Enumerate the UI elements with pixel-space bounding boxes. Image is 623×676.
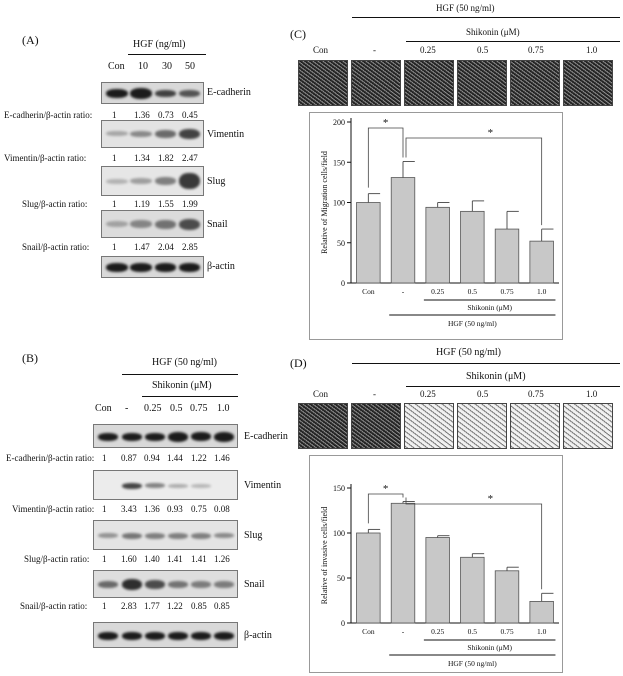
ratio-value: 1: [112, 110, 117, 120]
western-blot-e-cadherin: [93, 424, 238, 448]
protein-label: Slug: [244, 530, 263, 541]
panel-a-treatment-line: [128, 54, 206, 55]
bar: [495, 229, 519, 283]
panel-b-letter: (B): [22, 351, 38, 365]
panel-b-shikonin-line: [142, 396, 238, 397]
ratio-value: 0.73: [158, 110, 174, 120]
panel-d-shikonin-line: [406, 386, 620, 387]
bar: [495, 571, 519, 623]
micrograph-invasion: [563, 403, 613, 449]
x-tick-label: 1.0: [536, 287, 547, 296]
panel-d-letter: (D): [290, 356, 307, 370]
bar: [391, 503, 415, 623]
lane-label: -: [125, 403, 129, 414]
lane-label: 0.5: [170, 403, 183, 414]
y-tick-label: 0: [341, 279, 345, 288]
protein-label: β-actin: [244, 630, 272, 641]
ratio-label: Snail/β-actin ratio:: [22, 242, 90, 252]
ratio-value: 1.60: [121, 554, 137, 564]
panel-c-treatment: HGF (50 ng/ml): [436, 3, 495, 13]
ratio-value: 1.55: [158, 199, 174, 209]
lane-label: 0.5: [477, 389, 489, 399]
bar: [426, 207, 450, 283]
panel-a-treatment: HGF (ng/ml): [133, 39, 186, 50]
panel-b-shikonin: Shikonin (μM): [152, 380, 212, 391]
micrograph-invasion: [457, 403, 507, 449]
micrograph-migration: [457, 60, 507, 106]
western-blot-snail: [101, 210, 204, 238]
ratio-value: 0.85: [191, 601, 207, 611]
lane-label: 1.0: [217, 403, 230, 414]
ratio-value: 0.87: [121, 453, 137, 463]
protein-label: Vimentin: [244, 480, 282, 491]
y-tick-label: 50: [337, 238, 345, 248]
ratio-value: 1.41: [167, 554, 183, 564]
lane-label: -: [373, 45, 376, 55]
lane-label: -: [373, 389, 376, 399]
ratio-value: 1.99: [182, 199, 198, 209]
x-tick-label: 0.25: [431, 287, 445, 296]
lane-label: 0.25: [144, 403, 162, 414]
y-tick-label: 100: [333, 198, 345, 208]
bar: [461, 557, 485, 623]
y-tick-label: 200: [333, 118, 345, 127]
hgf-group-label: HGF (50 ng/ml): [447, 659, 497, 668]
ratio-value: 0.45: [182, 110, 198, 120]
bar: [391, 178, 415, 283]
lane-label: 0.25: [420, 45, 436, 55]
x-tick-label: Con: [362, 627, 375, 636]
ratio-value: 1.36: [144, 504, 160, 514]
panel-a-letter: (A): [22, 33, 39, 47]
protein-label: Snail: [207, 219, 228, 230]
lane-label: 1.0: [586, 45, 598, 55]
ratio-value: 2.83: [121, 601, 137, 611]
ratio-value: 1.41: [191, 554, 207, 564]
panel-c-shikonin-line: [406, 41, 620, 42]
lane-label: 0.75: [528, 45, 544, 55]
panel-b-treatment-line: [122, 374, 238, 375]
protein-label: E-cadherin: [207, 87, 251, 98]
ratio-value: 2.04: [158, 242, 174, 252]
ratio-value: 0.75: [191, 504, 207, 514]
lane-label: Con: [313, 45, 329, 55]
lane-label: 1.0: [586, 389, 598, 399]
bar: [426, 538, 450, 624]
ratio-label: E-cadherin/β-actin ratio:: [6, 453, 95, 463]
migration-bar-chart: [309, 112, 563, 340]
y-tick-label: 150: [333, 484, 345, 493]
lane-label: Con: [95, 403, 112, 414]
x-tick-label: 0.75: [500, 627, 514, 636]
ratio-value: 1.26: [214, 554, 230, 564]
shikonin-group-label: Shikonin (μM): [467, 643, 512, 652]
x-tick-label: 0.75: [500, 287, 514, 296]
western-blot-beta-actin: [101, 256, 204, 278]
micrograph-migration: [563, 60, 613, 106]
lane-label: Con: [108, 61, 125, 72]
y-axis-label: Relative of Migration cells/field: [320, 151, 329, 254]
protein-label: Vimentin: [207, 129, 245, 140]
ratio-value: 0.08: [214, 504, 230, 514]
y-axis-label: Relative of invasive cells/field: [320, 506, 329, 605]
x-tick-label: 0.25: [431, 627, 445, 636]
ratio-value: 1.82: [158, 153, 174, 163]
micrograph-migration: [510, 60, 560, 106]
western-blot-slug: [93, 520, 238, 550]
lane-label: Con: [313, 389, 329, 399]
micrograph-invasion: [351, 403, 401, 449]
lane-label: 50: [185, 61, 195, 72]
western-blot-e-cadherin: [101, 82, 204, 104]
ratio-value: 1.34: [134, 153, 150, 163]
ratio-value: 1.19: [134, 199, 150, 209]
ratio-value: 1.40: [144, 554, 160, 564]
ratio-label: Snail/β-actin ratio:: [20, 601, 88, 611]
ratio-value: 2.85: [182, 242, 198, 252]
panel-c-treatment-line: [352, 17, 620, 18]
western-blot-vimentin: [93, 470, 238, 500]
western-blot-beta-actin: [93, 622, 238, 648]
ratio-value: 1: [102, 601, 107, 611]
x-tick-label: 0.5: [467, 627, 478, 636]
y-tick-label: 100: [333, 529, 345, 538]
shikonin-group-label: Shikonin (μM): [467, 303, 512, 312]
ratio-value: 1: [112, 153, 117, 163]
protein-label: β-actin: [207, 261, 235, 272]
y-tick-label: 0: [341, 619, 345, 628]
ratio-value: 2.47: [182, 153, 198, 163]
lane-label: 0.75: [528, 389, 544, 399]
x-tick-label: -: [401, 627, 405, 636]
micrograph-invasion: [404, 403, 454, 449]
protein-label: E-cadherin: [244, 431, 288, 442]
lane-label: 30: [162, 61, 172, 72]
panel-d-treatment-line: [352, 363, 620, 364]
bar: [461, 211, 485, 283]
western-blot-vimentin: [101, 120, 204, 148]
lane-label: 0.25: [420, 389, 436, 399]
ratio-value: 0.93: [167, 504, 183, 514]
ratio-label: Slug/β-actin ratio:: [22, 199, 88, 209]
ratio-value: 1.22: [167, 601, 183, 611]
protein-label: Slug: [207, 176, 226, 187]
ratio-value: 1.77: [144, 601, 160, 611]
x-tick-label: 1.0: [536, 627, 547, 636]
protein-label: Snail: [244, 579, 265, 590]
lane-label: 0.75: [190, 403, 208, 414]
bar: [530, 601, 554, 623]
micrograph-invasion: [510, 403, 560, 449]
significance-star: *: [487, 493, 494, 505]
significance-star: *: [487, 127, 494, 139]
ratio-value: 1.47: [134, 242, 150, 252]
x-tick-label: Con: [362, 287, 375, 296]
panel-c-letter: (C): [290, 27, 306, 41]
ratio-label: Vimentin/β-actin ratio:: [4, 153, 87, 163]
ratio-label: Vimentin/β-actin ratio:: [12, 504, 95, 514]
ratio-label: Slug/β-actin ratio:: [24, 554, 90, 564]
micrograph-migration: [298, 60, 348, 106]
micrograph-migration: [404, 60, 454, 106]
ratio-value: 1.44: [167, 453, 183, 463]
ratio-value: 1: [112, 242, 117, 252]
ratio-value: 1: [102, 453, 107, 463]
panel-d-shikonin: Shikonin (μM): [466, 371, 526, 382]
ratio-value: 0.85: [214, 601, 230, 611]
lane-label: 10: [138, 61, 148, 72]
y-tick-label: 50: [337, 574, 345, 583]
micrograph-invasion: [298, 403, 348, 449]
micrograph-migration: [351, 60, 401, 106]
panel-b-treatment: HGF (50 ng/ml): [152, 357, 217, 368]
hgf-group-label: HGF (50 ng/ml): [447, 319, 497, 328]
lane-label: 0.5: [477, 45, 489, 55]
x-tick-label: -: [401, 287, 405, 296]
ratio-value: 3.43: [121, 504, 137, 514]
significance-star: *: [382, 483, 389, 495]
significance-star: *: [382, 117, 389, 129]
bar: [530, 241, 554, 283]
ratio-value: 0.94: [144, 453, 160, 463]
western-blot-snail: [93, 570, 238, 598]
ratio-value: 1.36: [134, 110, 150, 120]
ratio-label: E-cadherin/β-actin ratio:: [4, 110, 93, 120]
x-tick-label: 0.5: [467, 287, 478, 296]
bar: [357, 533, 381, 623]
panel-d-treatment: HGF (50 ng/ml): [436, 347, 501, 358]
ratio-value: 1.46: [214, 453, 230, 463]
ratio-value: 1: [102, 504, 107, 514]
ratio-value: 1: [112, 199, 117, 209]
bar: [357, 203, 381, 284]
ratio-value: 1: [102, 554, 107, 564]
ratio-value: 1.22: [191, 453, 207, 463]
panel-c-shikonin: Shikonin (μM): [466, 27, 520, 37]
y-tick-label: 150: [333, 158, 345, 168]
invasion-bar-chart: [309, 455, 563, 673]
western-blot-slug: [101, 166, 204, 196]
